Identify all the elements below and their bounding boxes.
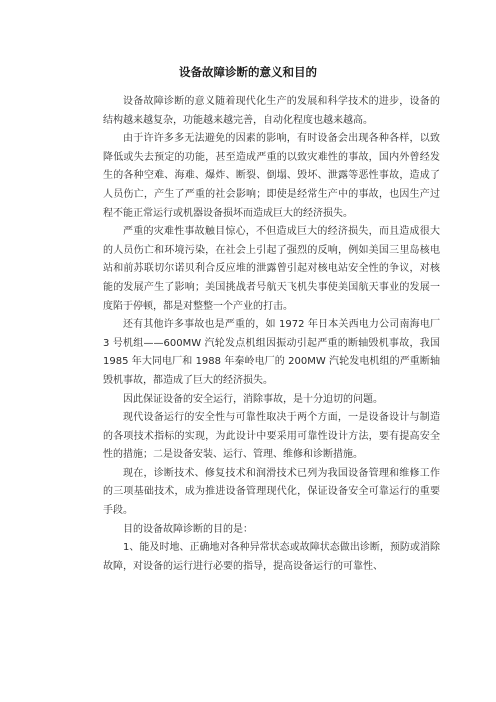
paragraph-basic-technologies: 现在，诊断技术、修复技术和润滑技术已列为我国设备管理和维修工作的三项基础技术，成为推进设备管理现代化，保证设备安全可靠运行的重要手段。 <box>103 467 440 517</box>
document-body <box>103 93 440 576</box>
paragraph-purpose-heading: 目的设备故障诊断的目的是： <box>123 523 253 535</box>
paragraph-safety-urgency: 因此保证设备的安全运行，消除事故，是十分迫切的问题。 <box>123 393 383 405</box>
paragraph-disaster-examples: 严重的灾难性事故触目惊心，不但造成巨大的经济损失，而且造成很大的人员伤亡和环境污染，在社会上引起了强烈的反响，例如美国三里岛核电站和前苏联切尔诺贝利合反应堆的泄露曾引起对核电站安全性的争议，对核能的发展产生了影响；美国挑战者号航天飞机失事使美国航天事业的发展一度陷于停顿，都是对整整一个产业的打击。 <box>103 226 440 312</box>
paragraph-safety-reliability: 现代设备运行的安全性与可靠性取决于两个方面，一是设备设计与制造的各项技术指标的实现，为此设计中要采用可靠性设计方法，要有提高安全性的措施；二是设备安装、运行、管理、维修和诊断措施。 <box>103 412 440 461</box>
paragraph-failure-causes: 由于许许多多无法避免的因素的影响，有时设备会出现各种各样，以致降低或失去预定的功能，甚至造成严重的以致灾难性的事故，国内外曾经发生的各种空难、海难、爆炸、断裂、倒塌、毁坏、泄露等恶性事故，造成了人员伤亡，产生了严重的社会影响；即使是经常生产中的事故，也因生产过程不能正常运行或机器设备损坏而造成巨大的经济损失。 <box>103 133 440 219</box>
paragraph-significance: 设备故障诊断的意义随着现代化生产的发展和科学技术的进步，设备的结构越来越复杂，功能越来越完善，自动化程度也越来越高。 <box>103 96 440 126</box>
document-title: 设备故障诊断的意义和目的 <box>179 65 317 79</box>
paragraph-purpose-item-1: 1、能及时地、正确地对各种异常状态或故障状态做出诊断，预防或消除故障，对设备的运行进行必要的指导，提高设备运行的可靠性、 <box>103 542 440 572</box>
paragraph-power-plant-accidents: 还有其他许多事故也是严重的，如 1972 年日本关西电力公司南海电厂 3 号机组——600MW 汽轮发点机组因振动引起严重的断轴毁机事故，我国 1985 年大同电厂和 1988 年秦岭电厂的 200MW 汽轮发电机组的严重断轴毁机事故，都造成了巨大的经济损失。 <box>103 319 440 386</box>
